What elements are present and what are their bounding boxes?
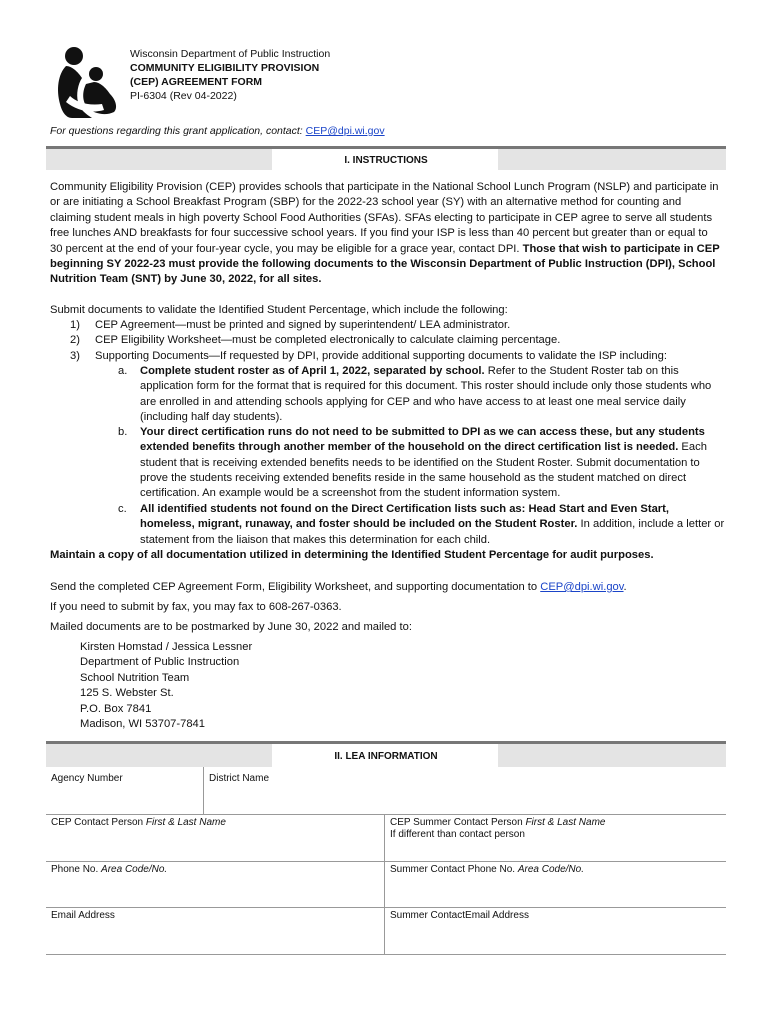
summer-contact-field[interactable] xyxy=(390,817,605,841)
address-line: Madison, WI 53707-7841 xyxy=(80,718,206,731)
dpi-logo xyxy=(52,44,122,120)
summer-phone-hint: Area Code/No. xyxy=(517,864,584,875)
list-num: 1) xyxy=(70,319,80,331)
form-title-line2: (CEP) AGREEMENT FORM xyxy=(130,76,263,88)
submit-list xyxy=(50,318,722,364)
contact-text: For questions regarding this grant application, contact: xyxy=(50,125,306,137)
contact-email-link[interactable]: CEP@dpi.wi.gov xyxy=(305,125,385,137)
section-lea-bar xyxy=(46,741,726,767)
maintain-note: Maintain a copy of all documentation utilized in determining the Identified Student Percentage for audit purposes. xyxy=(50,549,654,561)
phone-label: Phone No. xyxy=(51,864,102,875)
cep-contact-hint: First & Last Name xyxy=(145,817,226,828)
list-item xyxy=(50,333,722,348)
mailing-address xyxy=(80,640,252,732)
sub-text: In addition, include a letter or statement from the liaison that makes this determination for each child. xyxy=(140,518,725,546)
summer-phone-field[interactable] xyxy=(390,864,584,875)
form-title-line1: COMMUNITY ELIGIBILITY PROVISION xyxy=(130,62,320,74)
form-number: PI-6304 (Rev 04-2022) xyxy=(130,90,237,102)
list-item xyxy=(50,318,722,333)
sub-letter: c. xyxy=(118,503,127,515)
list-text: Supporting Documents—If requested by DPI, provide additional supporting documents to validate the ISP including: xyxy=(95,349,667,362)
agency-name: Wisconsin Department of Public Instruction xyxy=(130,48,331,60)
mailed-line: Mailed documents are to be postmarked by June 30, 2022 and mailed to: xyxy=(50,621,412,633)
send-line xyxy=(50,580,722,595)
intro-text: Community Eligibility Provision (CEP) provides schools that participate in the National School Lunch Program (NSLP) and participate in or are initiating a School Breakfast Program (SBP) for the 2022-23 school year (SY) with an alternative method for counting and claiming student meals in high poverty School Food Authorities (SFAs). SFAs electing to participate in CEP agree to serve all students free lunches AND breakfasts for four successive school years. If you find your ISP is less than 40 percent but greater than or equal to 30 percent at the end of your four-year cycle, you may be eligible for a grace year, contact DPI. xyxy=(50,181,719,255)
sub-bold: Your direct certification runs do not need to be submitted to DPI as we can access these, but any students extended benefits through another member of the household on the direct certification list is needed. xyxy=(140,426,705,454)
district-name-field[interactable]: District Name xyxy=(209,773,270,784)
sub-text: Refer to the Student Roster tab on this application form for the format that is required for this document. This roster should include only those students who are enrolled in and attending schools applying for CEP and who have access to at least one meal service daily (including half day students). xyxy=(140,365,712,423)
sub-item-b xyxy=(118,425,725,501)
fax-line: If you need to submit by fax, you may fax to 608-267-0363. xyxy=(50,601,342,613)
form-header xyxy=(130,47,330,103)
summer-contact-hint: First & Last Name xyxy=(525,817,606,828)
address-line: P.O. Box 7841 xyxy=(80,702,152,715)
summer-email-field[interactable]: Summer ContactEmail Address xyxy=(390,910,529,921)
address-line: 125 S. Webster St. xyxy=(80,687,174,700)
sub-bold: Complete student roster as of April 1, 2022, separated by school. xyxy=(140,365,485,377)
cep-contact-field[interactable] xyxy=(51,817,226,828)
section-instructions-bar xyxy=(46,146,726,170)
phone-field[interactable] xyxy=(51,864,167,875)
cep-contact-label: CEP Contact Person xyxy=(51,817,146,828)
sub-text: Each student that is receiving extended benefits needs to be identified on the Student Roster. Submit documentation to prove the students receiving extended benefits reside in the same household as the student matched on direct certification. An example would be a screenshot from the student information system. xyxy=(140,441,707,500)
contact-line xyxy=(50,125,385,137)
list-num: 3) xyxy=(70,349,80,362)
address-line: School Nutrition Team xyxy=(80,671,190,684)
send-email-link[interactable]: CEP@dpi.wi.gov xyxy=(540,581,624,593)
list-item xyxy=(50,349,722,364)
section-instructions-title: I. INSTRUCTIONS xyxy=(344,155,428,166)
summer-contact-note: If different than contact person xyxy=(390,829,525,840)
list-num: 2) xyxy=(70,334,80,347)
sub-item-c xyxy=(118,502,725,548)
sub-bold: All identified students not found on the Direct Certification lists such as: Head Start and Even Start, homeless, migrant, runaway, and foster should be included on the Student Roster. xyxy=(140,503,669,531)
address-line: Department of Public Instruction xyxy=(80,656,240,669)
list-text: CEP Agreement—must be printed and signed by superintendent/ LEA administrator. xyxy=(95,319,511,331)
summer-phone-label: Summer Contact Phone No. xyxy=(390,864,518,875)
list-text: CEP Eligibility Worksheet—must be completed electronically to calculate claiming percentage. xyxy=(95,334,561,347)
address-line: Kirsten Homstad / Jessica Lessner xyxy=(80,641,253,653)
sub-item-a xyxy=(118,364,725,425)
submit-lead: Submit documents to validate the Identified Student Percentage, which include the following: xyxy=(50,304,508,316)
sub-letter: a. xyxy=(118,365,128,377)
agency-number-field[interactable]: Agency Number xyxy=(51,773,123,784)
sub-letter: b. xyxy=(118,426,128,438)
lea-info-grid xyxy=(46,767,726,957)
phone-hint: Area Code/No. xyxy=(101,864,168,875)
email-field[interactable]: Email Address xyxy=(51,910,115,921)
summer-contact-label: CEP Summer Contact Person xyxy=(390,817,526,828)
send-text: Send the completed CEP Agreement Form, Eligibility Worksheet, and supporting documentation to xyxy=(50,581,541,593)
send-end: . xyxy=(623,581,627,593)
intro-bold: Those that wish to participate in CEP beginning SY 2022-23 must provide the following documents to the Wisconsin Department of Public Instruction (DPI), School Nutrition Team (SNT) by June 30, 2022, for all sites. xyxy=(50,242,720,286)
section-lea-title: II. LEA INFORMATION xyxy=(334,751,438,762)
intro-paragraph xyxy=(50,180,722,288)
